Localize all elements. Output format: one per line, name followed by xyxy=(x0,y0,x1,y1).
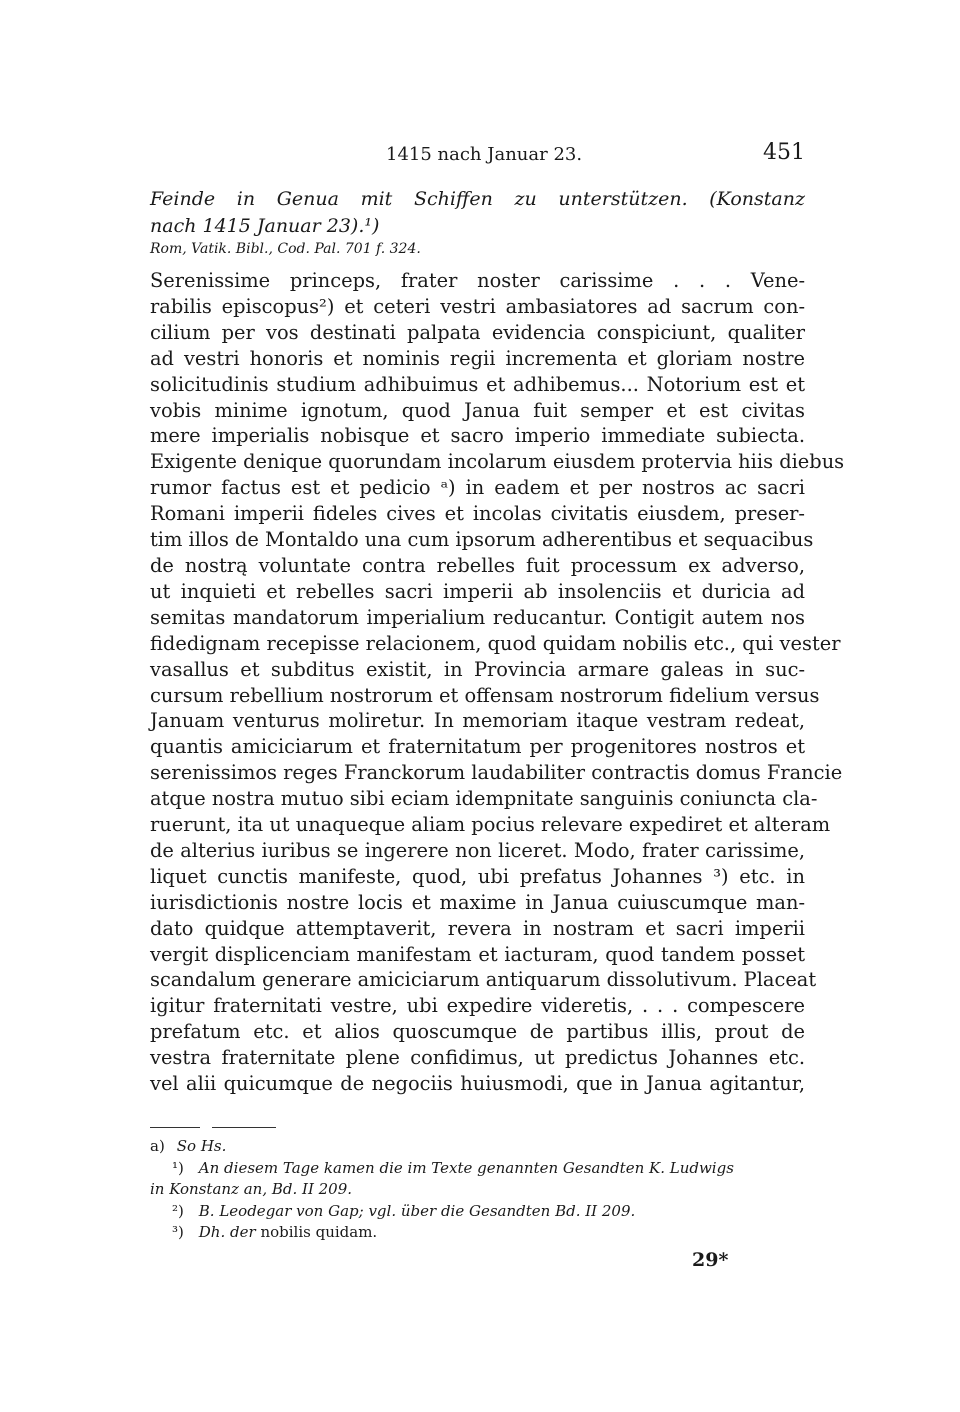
footnote-rule xyxy=(150,1127,200,1128)
footnotes xyxy=(150,1136,805,1244)
footnote-text: An diesem Tage kamen die im Texte genannten Gesandten K. Ludwigs xyxy=(198,1158,734,1177)
body-line: semitas mandatorum imperialium reducantur. Contigit autem nos xyxy=(150,605,805,629)
body-line: cursum rebellium nostrorum et offensam nostrorum fidelium versus xyxy=(150,683,820,707)
body-line: Januam venturus moliretur. In memoriam itaque vestram redeat, xyxy=(150,709,805,733)
heading-line: Feinde in Genua mit Schiffen zu unterstützen. (Konstanz xyxy=(150,188,805,210)
body-line: cilium per vos destinati palpata evidencia conspiciunt, qualiter xyxy=(150,320,805,344)
body-line: ruerunt, ita ut unaqueque aliam pocius relevare expediret et alteram xyxy=(150,813,831,837)
page-header xyxy=(150,140,805,170)
body-line: serenissimos reges Franckorum laudabiliter contractis domus Francie xyxy=(150,761,843,785)
document-heading xyxy=(150,186,805,240)
body-line: ad vestri honoris et nominis regii incrementa et gloriam nostre xyxy=(150,346,805,370)
body-line: scandalum generare amiciciarum antiquarum dissolutivum. Placeat xyxy=(150,968,817,992)
footnote-rule xyxy=(212,1127,276,1128)
body-line: vestra fraternitate plene confidimus, ut predictus Johannes etc. xyxy=(150,1046,805,1070)
body-line: quantis amiciciarum et fraternitatum per progenitores nostros et xyxy=(150,735,805,759)
footnote-mark: a) xyxy=(150,1137,165,1155)
footnote-text-roman: nobilis quidam. xyxy=(260,1223,378,1241)
body-line: solicitudinis studium adhibuimus et adhibemus... Notorium est et xyxy=(150,372,805,396)
body-line: prefatum etc. et alios quoscumque de partibus illis, prout de xyxy=(150,1020,805,1044)
footnote-mark: ¹) xyxy=(172,1158,184,1177)
body-line: igitur fraternitati vestre, ubi expedire videretis, . . . compescere xyxy=(150,994,805,1018)
signature-mark: 29* xyxy=(692,1249,729,1271)
body-line: de nostrą voluntate contra rebelles fuit processum ex adverso, xyxy=(150,553,805,577)
footnote-1 xyxy=(150,1158,805,1180)
footnote-3 xyxy=(150,1222,805,1244)
body-line: vel alii quicumque de negociis huiusmodi, que in Janua agitantur, xyxy=(150,1072,805,1096)
body-line: dato quidque attemptaverit, revera in nostram et sacri imperii xyxy=(150,916,805,940)
body-line: iurisdictionis nostre locis et maxime in Janua cuiuscumque man- xyxy=(150,890,805,914)
running-head: 1415 nach Januar 23. xyxy=(386,144,583,165)
body-line: Exigente denique quorundam incolarum eiusdem protervia hiis diebus xyxy=(150,450,845,474)
footnote-text: So Hs. xyxy=(176,1137,227,1155)
body-line: liquet cunctis manifeste, quod, ubi prefatus Johannes ³) etc. in xyxy=(150,864,805,888)
footnote-mark: ²) xyxy=(172,1201,184,1220)
body-line: de alterius iuribus se ingerere non liceret. Modo, frater carissime, xyxy=(150,838,805,862)
body-line: Romani imperii fideles cives et incolas civitatis eiusdem, preser- xyxy=(150,502,805,526)
body-line: fidedignam recepisse relacionem, quod quidam nobilis etc., qui vester xyxy=(150,631,841,655)
body-text xyxy=(150,268,845,1097)
page-number: 451 xyxy=(763,140,805,165)
body-line: rumor factus est et pedicio ᵃ) in eadem et per nostros ac sacri xyxy=(150,476,805,500)
body-line: atque nostra mutuo sibi eciam idempnitate sanguinis coniuncta cla- xyxy=(150,787,818,811)
footnote-text: in Konstanz an, Bd. II 209. xyxy=(150,1180,353,1198)
body-line: tim illos de Montaldo una cum ipsorum adherentibus et sequacibus xyxy=(150,528,814,552)
body-line: vasallus et subditus existit, in Provincia armare galeas in suc- xyxy=(150,657,805,681)
footnote-a xyxy=(150,1136,805,1158)
heading-line: nach 1415 Januar 23).¹) xyxy=(150,215,380,237)
body-line: Serenissime princeps, frater noster carissime . . . Vene- xyxy=(150,269,805,292)
body-line: mere imperialis nobisque et sacro imperio immediate subiecta. xyxy=(150,424,805,448)
footnote-1-continued xyxy=(150,1179,805,1201)
body-line: vergit displicenciam manifestam et iacturam, quod tandem posset xyxy=(150,942,805,966)
footnote-text: B. Leodegar von Gap; vgl. über die Gesandten Bd. II 209. xyxy=(198,1201,636,1220)
footnote-mark: ³) xyxy=(172,1223,184,1241)
body-line: ut inquieti et rebelles sacri imperii ab insolenciis et duricia ad xyxy=(150,579,805,603)
footnote-text-italic: Dh. der xyxy=(198,1223,256,1241)
source-citation: Rom, Vatik. Bibl., Cod. Pal. 701 f. 324. xyxy=(150,241,421,257)
footnote-2 xyxy=(150,1201,805,1223)
body-line: rabilis episcopus²) et ceteri vestri ambasiatores ad sacrum con- xyxy=(150,294,805,318)
body-line: vobis minime ignotum, quod Janua fuit semper et est civitas xyxy=(150,398,805,422)
